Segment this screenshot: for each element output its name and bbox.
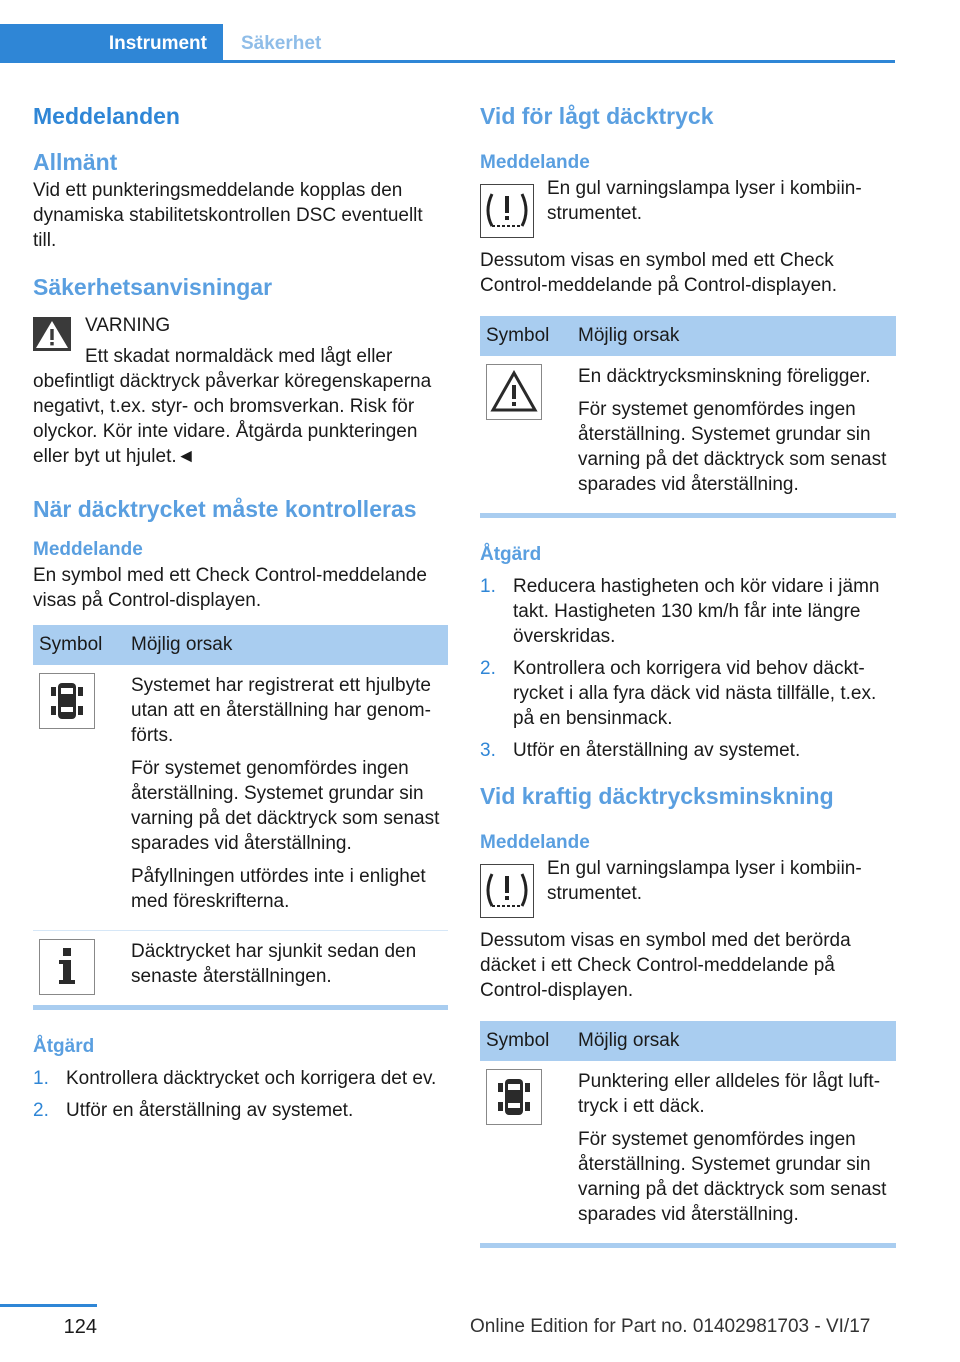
symbol-table-1	[480, 316, 896, 513]
car-tire-icon	[486, 1069, 542, 1125]
tab-sakerhet[interactable]: Säkerhet	[241, 32, 322, 54]
list-item: 3. Utför en återställning av systemet.	[480, 740, 801, 761]
strong-drop-heading: Vid kraftig däcktrycksminskning	[480, 783, 834, 809]
table-row	[33, 665, 448, 931]
warning-label: VARNING	[85, 315, 171, 336]
row1-text-1: Systemet har registrerat ett hjulbyte utan att en återställning har genomförts.	[131, 675, 431, 746]
table2-text-1: Punktering eller alldeles för lågt lufttryck i ett däck.	[578, 1071, 881, 1117]
list-item: 1. Reducera hastigheten och kör vidare i jämn takt. Hastigheten 130 km/h får inte längre överskridas.	[480, 576, 880, 647]
table-header-symbol: Symbol	[480, 1021, 572, 1061]
table1-text-2: För systemet genomfördes ingen återställning. Systemet grundar sin varning på det däcktryck som senast sparades vid återställning.	[578, 399, 887, 495]
also-text: Dessutom visas en symbol med ett Check Control-meddelande på Control-displayen.	[480, 250, 837, 296]
list-item: 2. Kontrollera och korrigera vid behov däcktrycket i alla fyra däck vid nästa tillfälle, t.ex. på en bensinmack.	[480, 658, 877, 729]
tire-warning-icon	[480, 864, 534, 918]
action-heading: Åtgärd	[33, 1036, 95, 1057]
right-column	[480, 100, 896, 1248]
lamp-text: En gul varningslampa lyser i kombiinstrumentet.	[547, 858, 862, 904]
table-header-cause: Möjlig orsak	[125, 625, 448, 665]
action-heading: Åtgärd	[480, 544, 542, 565]
row1-text-2: För systemet genomfördes ingen återställning. Systemet grundar sin varning på det däcktryck som senast sparades vid återställning.	[131, 758, 440, 854]
warning-text: Ett skadat normaldäck med lågt eller obefintligt däcktryck påverkar köregenskaperna negativt, t.ex. styr- och bromsverkan. Risk för olyckor. Kör inte vidare. Åtgärda punkteringen eller byt ut hjulet.◄	[33, 346, 432, 467]
message-subheading: Meddelande	[480, 832, 590, 853]
page-header	[0, 0, 960, 64]
also-text: Dessutom visas en symbol med det berörda däcket i ett Check Control-meddelande på Control-displayen.	[480, 930, 851, 1001]
list-item: 1. Kontrollera däcktrycket och korrigera det ev.	[33, 1068, 437, 1089]
footer-divider	[0, 1304, 97, 1307]
table2-text-2: För systemet genomfördes ingen återställning. Systemet grundar sin varning på det däcktryck som senast sparades vid återställning.	[578, 1129, 887, 1225]
check-heading: När däcktrycket måste kontrolleras	[33, 496, 417, 522]
table-end-bar	[480, 1243, 896, 1248]
low-pressure-heading: Vid för lågt däcktryck	[480, 103, 714, 129]
action-list	[480, 574, 896, 763]
warning-block	[33, 313, 448, 469]
safety-heading: Säkerhetsanvisningar	[33, 274, 273, 300]
edition-text: Online Edition for Part no. 01402981703 - VI/17	[470, 1316, 871, 1337]
tire-warning-icon	[480, 184, 534, 238]
table1-text-1: En däcktrycksminskning föreligger.	[578, 366, 871, 387]
row1-text-3: Påfyllningen utfördes inte i enlighet med föreskrifterna.	[131, 866, 426, 912]
symbol-table	[33, 625, 448, 1005]
row2-text: Däcktrycket har sjunkit sedan den senaste återställningen.	[131, 941, 417, 987]
header-divider	[0, 60, 895, 63]
general-heading: Allmänt	[33, 149, 118, 175]
table-row	[480, 356, 896, 513]
message-subheading: Meddelande	[480, 152, 590, 173]
general-text: Vid ett punkteringsmeddelande kopplas den dynamiska stabilitetskontrollen DSC eventuellt till.	[33, 180, 423, 251]
section-title: Meddelanden	[33, 103, 180, 129]
table-header-symbol: Symbol	[33, 625, 125, 665]
symbol-table-2	[480, 1021, 896, 1243]
action-list	[33, 1066, 448, 1123]
table-header-cause: Möjlig orsak	[572, 316, 896, 356]
car-tire-icon	[39, 673, 95, 729]
table-row	[480, 1061, 896, 1243]
tab-instrument[interactable]: Instrument	[0, 24, 223, 63]
info-icon	[39, 939, 95, 995]
left-column	[33, 100, 448, 1130]
lamp-text: En gul varningslampa lyser i kombiinstrumentet.	[547, 178, 862, 224]
table-row	[33, 931, 448, 1006]
table-header-symbol: Symbol	[480, 316, 572, 356]
warning-triangle-icon	[486, 364, 542, 420]
message-text: En symbol med ett Check Control-meddelande visas på Control-displayen.	[33, 565, 427, 611]
list-item: 2. Utför en återställning av systemet.	[33, 1100, 354, 1121]
page-number: 124	[63, 1316, 97, 1338]
table-header-cause: Möjlig orsak	[572, 1021, 896, 1061]
message-subheading: Meddelande	[33, 539, 143, 560]
warning-triangle-icon	[33, 317, 71, 351]
